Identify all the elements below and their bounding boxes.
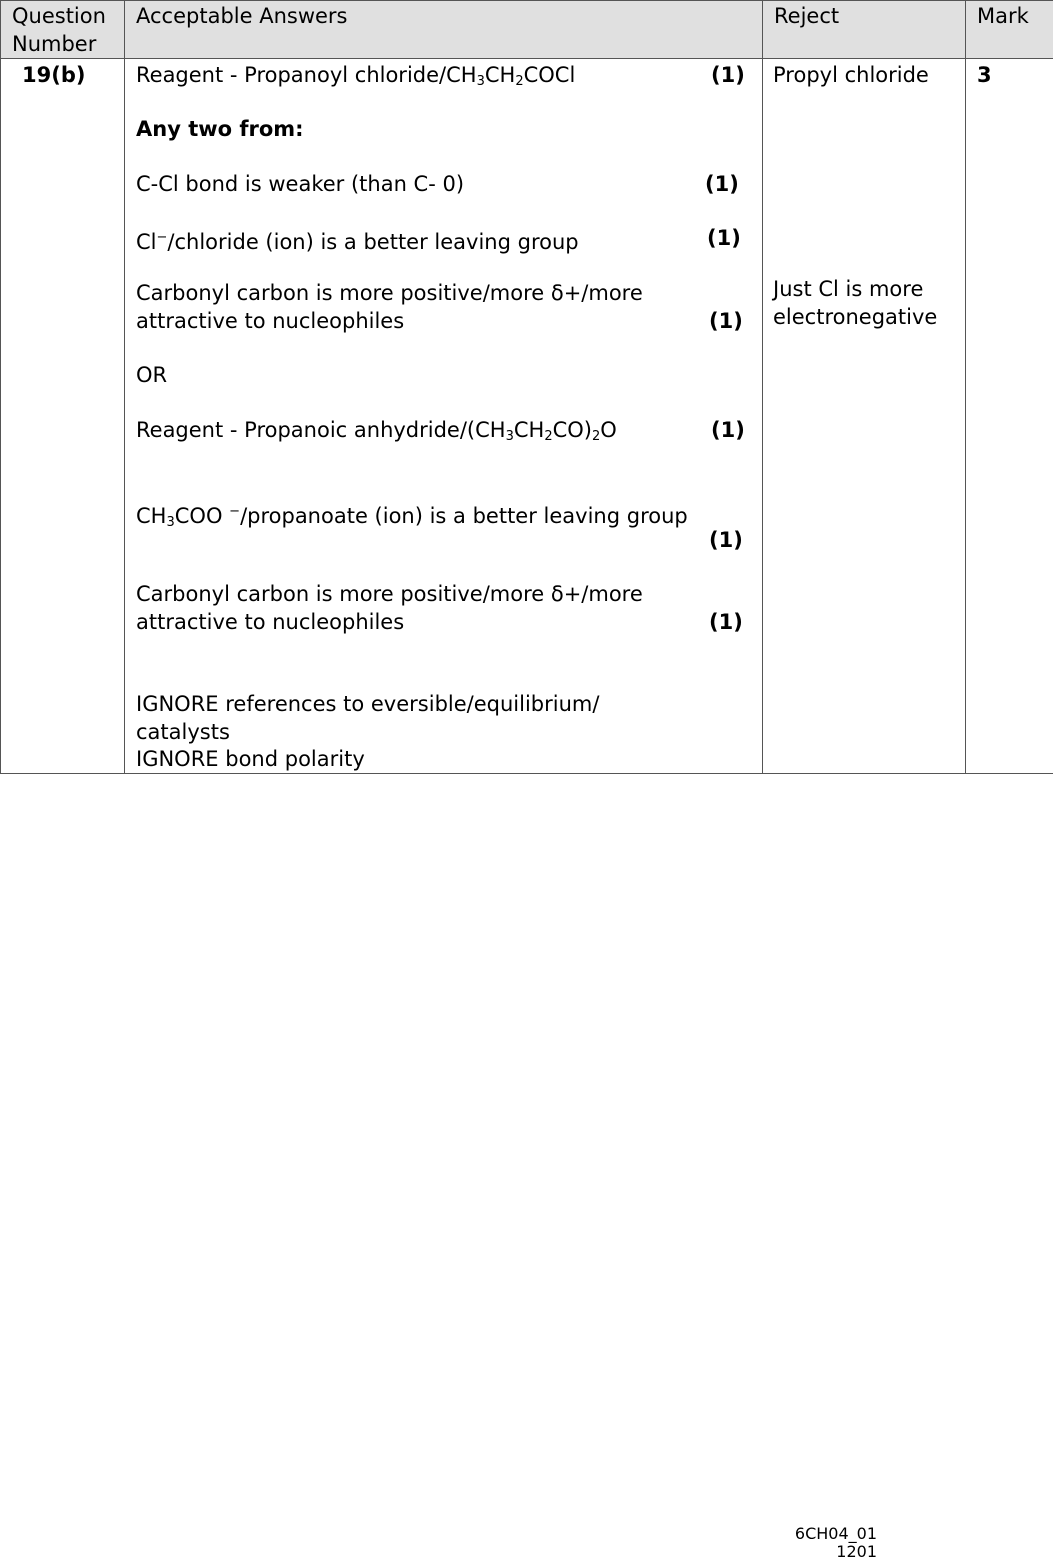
header-reject: Reject [763, 1, 966, 59]
reject-cl-line2: electronegative [773, 303, 937, 331]
or-label: OR [136, 361, 167, 389]
reagent-propanoyl-chloride: Reagent - Propanoyl chloride/$CH_3CH_2COCl$ [136, 61, 575, 96]
point-carbonyl-line2: attractive to nucleophiles [136, 307, 404, 335]
total-mark: 3 [977, 61, 992, 89]
mark-3: (1) [707, 224, 741, 252]
answer-row [1, 59, 1053, 774]
header-row [1, 1, 1053, 59]
acceptable-answers-cell [125, 59, 763, 774]
mark-1: (1) [711, 61, 745, 89]
reject-propyl-chloride: Propyl chloride [773, 61, 929, 89]
point-c-cl-bond: C-Cl bond is weaker (than C- 0) [136, 170, 464, 198]
header-question-number: Question Number [1, 1, 125, 59]
reject-cl-line1: Just Cl is more [773, 275, 923, 303]
point-chloride-leaving-group: Cl−/chloride (ion) is a better leaving group [136, 224, 579, 256]
mark-4: (1) [709, 307, 743, 335]
header-mark: Mark [966, 1, 1053, 59]
ignore-reversible-line2: catalysts [136, 718, 230, 746]
point-carbonyl-line1: Carbonyl carbon is more positive/more δ+/more [136, 279, 643, 307]
mark-cell [966, 59, 1053, 774]
mark-6: (1) [709, 526, 743, 554]
mark-7: (1) [709, 608, 743, 636]
point-carbonyl-2-line1: Carbonyl carbon is more positive/more δ+/more [136, 580, 643, 608]
mark-scheme-table [0, 0, 1053, 774]
paper-code: 6CH04_01 [760, 1525, 877, 1543]
session-code: 1201 [760, 1543, 877, 1561]
mark-5: (1) [711, 416, 745, 444]
ignore-bond-polarity: IGNORE bond polarity [136, 745, 365, 773]
ignore-reversible-line1: IGNORE references to eversible/equilibrium/ [136, 690, 599, 718]
question-number-cell [1, 59, 125, 774]
header-acceptable-answers: Acceptable Answers [125, 1, 763, 59]
reagent-propanoic-anhydride: Reagent - Propanoic anhydride/$(CH_3CH_2CO)_2O$ [136, 416, 617, 451]
question-number: 19(b) [22, 61, 85, 89]
reject-cell [763, 59, 966, 774]
point-carbonyl-2-line2: attractive to nucleophiles [136, 608, 404, 636]
any-two-from: Any two from: [136, 115, 304, 143]
mark-2: (1) [705, 170, 739, 198]
page-footer [760, 1525, 877, 1561]
point-propanoate-leaving-group: $CH_3COO$ −/propanoate (ion) is a better leaving group [136, 498, 688, 537]
